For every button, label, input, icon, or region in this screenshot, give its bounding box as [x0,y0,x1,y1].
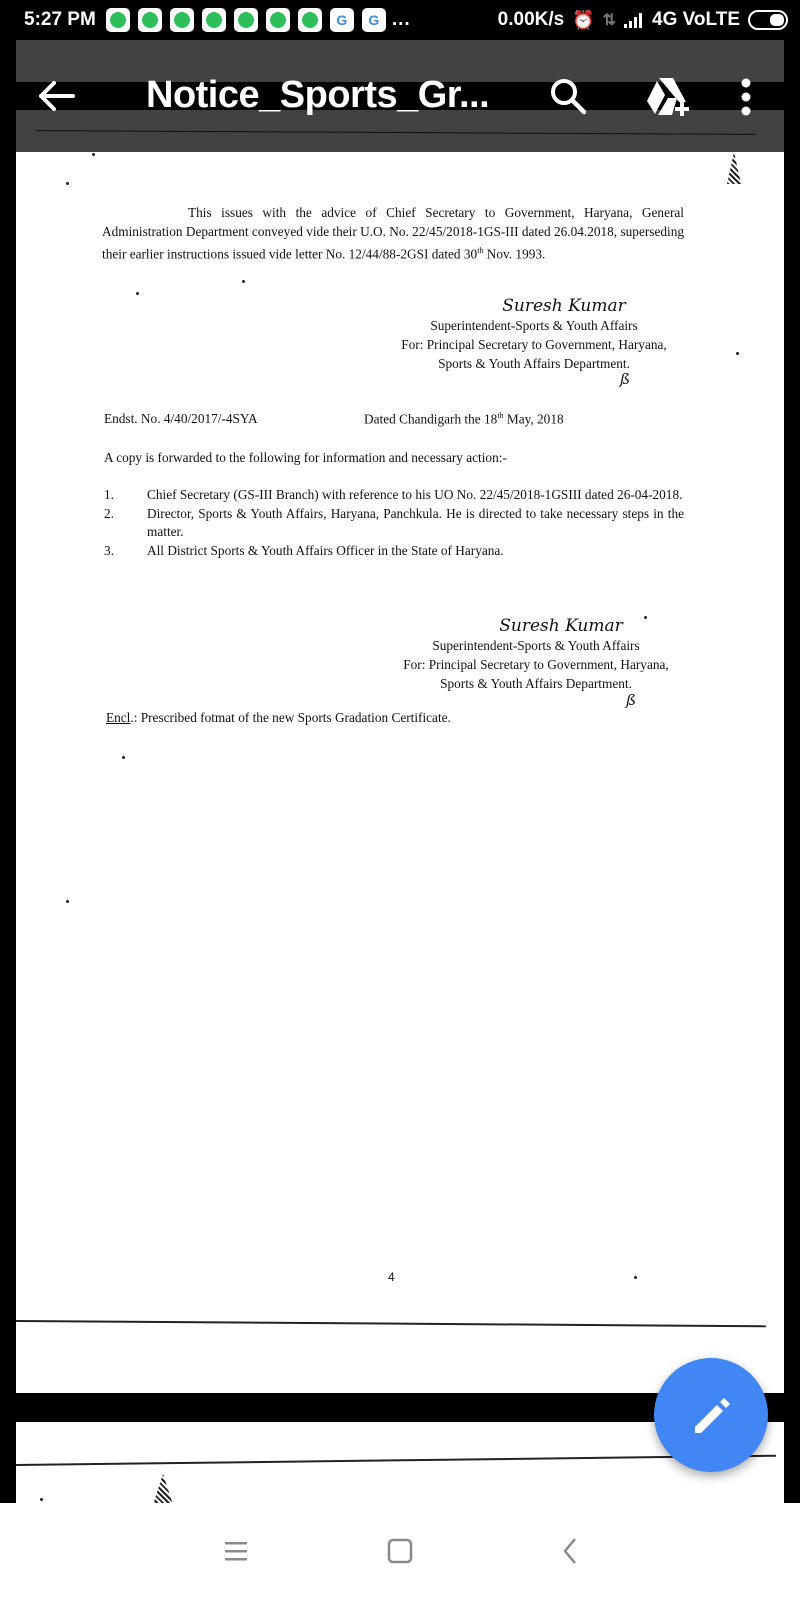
list-item: 2. Director, Sports & Youth Affairs, Haryana, Panchkula. He is directed to take necessary steps in the matter. [104,505,684,539]
scan-border-line [16,1320,766,1327]
copy-forwarded-line: A copy is forwarded to the following for information and necessary action:- [104,450,507,465]
scan-speck [136,292,139,295]
initial-mark: ß [620,370,631,388]
data-activity-icon: ⇅ [602,12,617,29]
battery-icon [748,10,788,30]
signal-icon [624,12,644,28]
scan-speck [122,756,125,759]
whatsapp-icon [202,8,226,32]
signature-block-1: Suresh Kumar Superintendent-Sports & Youth Affairs For: Principal Secretary to Government, Haryana, Sports & Youth Affairs Department. [384,296,684,373]
nav-back-button[interactable] [550,1531,590,1571]
whatsapp-icon [106,8,130,32]
scan-speck [40,1498,43,1501]
endorsement-date: Dated Chandigarh the 18th May, 2018 [364,411,564,427]
scan-speck [634,1276,637,1279]
network-type: 4G VoLTE [652,9,740,30]
scan-speck [92,153,95,156]
nav-recents-button[interactable] [216,1531,256,1571]
signature: Suresh Kumar [502,296,626,316]
emblem-icon [150,1474,176,1503]
more-vert-icon[interactable] [740,78,752,116]
list-item: 1. Chief Secretary (GS-III Branch) with reference to his UO No. 22/45/2018-1GSIII dated 26-04-2018. [104,487,683,502]
search-icon[interactable] [548,76,588,116]
scan-border-line [16,1455,776,1466]
signature-block-2: Suresh Kumar Superintendent-Sports & Youth Affairs For: Principal Secretary to Government, Haryana, Sports & Youth Affairs Department. [386,616,686,693]
endorsement-row [104,411,704,427]
menu-icon [223,1539,249,1563]
enclosure-line: Encl.: Prescribed fotmat of the new Sports Gradation Certificate. [106,710,451,725]
signature: Suresh Kumar [499,616,623,636]
status-bar [0,0,800,40]
net-speed: 0.00K/s [497,9,565,30]
document-title: Notice_Sports_Gr... [146,74,490,116]
status-time: 5:27 PM [24,9,96,30]
pdf-viewer[interactable] [0,40,800,1503]
recipient-list [104,486,684,560]
body-paragraph: This issues with the advice of Chief Secretary to Government, Haryana, General Administration Department conveyed vide their U.O. No. 22/45/2018-1GS-III dated 26.04.2018, superseding their earlier instructions issued vide letter No. 12/44/88-2GSI dated 30th Nov. 1993. [102,205,684,262]
nav-home-button[interactable] [380,1531,420,1571]
whatsapp-icon [170,8,194,32]
scan-speck [242,280,245,283]
notification-overflow: ... [391,9,411,30]
document-page [16,40,784,1393]
home-square-icon [387,1538,413,1564]
whatsapp-icon [138,8,162,32]
scan-speck [66,182,69,185]
list-item: 3. All District Sports & Youth Affairs Officer in the State of Haryana. [104,542,504,558]
initial-mark: ß [626,691,637,709]
edit-pencil-icon [689,1393,733,1437]
back-arrow-icon[interactable] [36,80,76,112]
google-icon: G [330,8,354,32]
drive-add-icon[interactable] [644,76,690,118]
scan-speck [66,900,69,903]
scan-speck [736,352,739,355]
alarm-icon: ⏰ [572,9,595,30]
google-icon: G [362,8,386,32]
whatsapp-icon [234,8,258,32]
toolbar [0,66,800,126]
system-nav-bar [0,1503,800,1600]
edit-fab-button[interactable] [654,1358,768,1472]
whatsapp-icon [298,8,322,32]
scan-artifact-icon [727,152,741,184]
notification-icons [106,8,386,32]
chevron-left-icon [560,1537,580,1565]
endorsement-number: Endst. No. 4/40/2017/-4SYA [104,411,258,426]
page-number: 4 [388,1270,395,1284]
whatsapp-icon [266,8,290,32]
